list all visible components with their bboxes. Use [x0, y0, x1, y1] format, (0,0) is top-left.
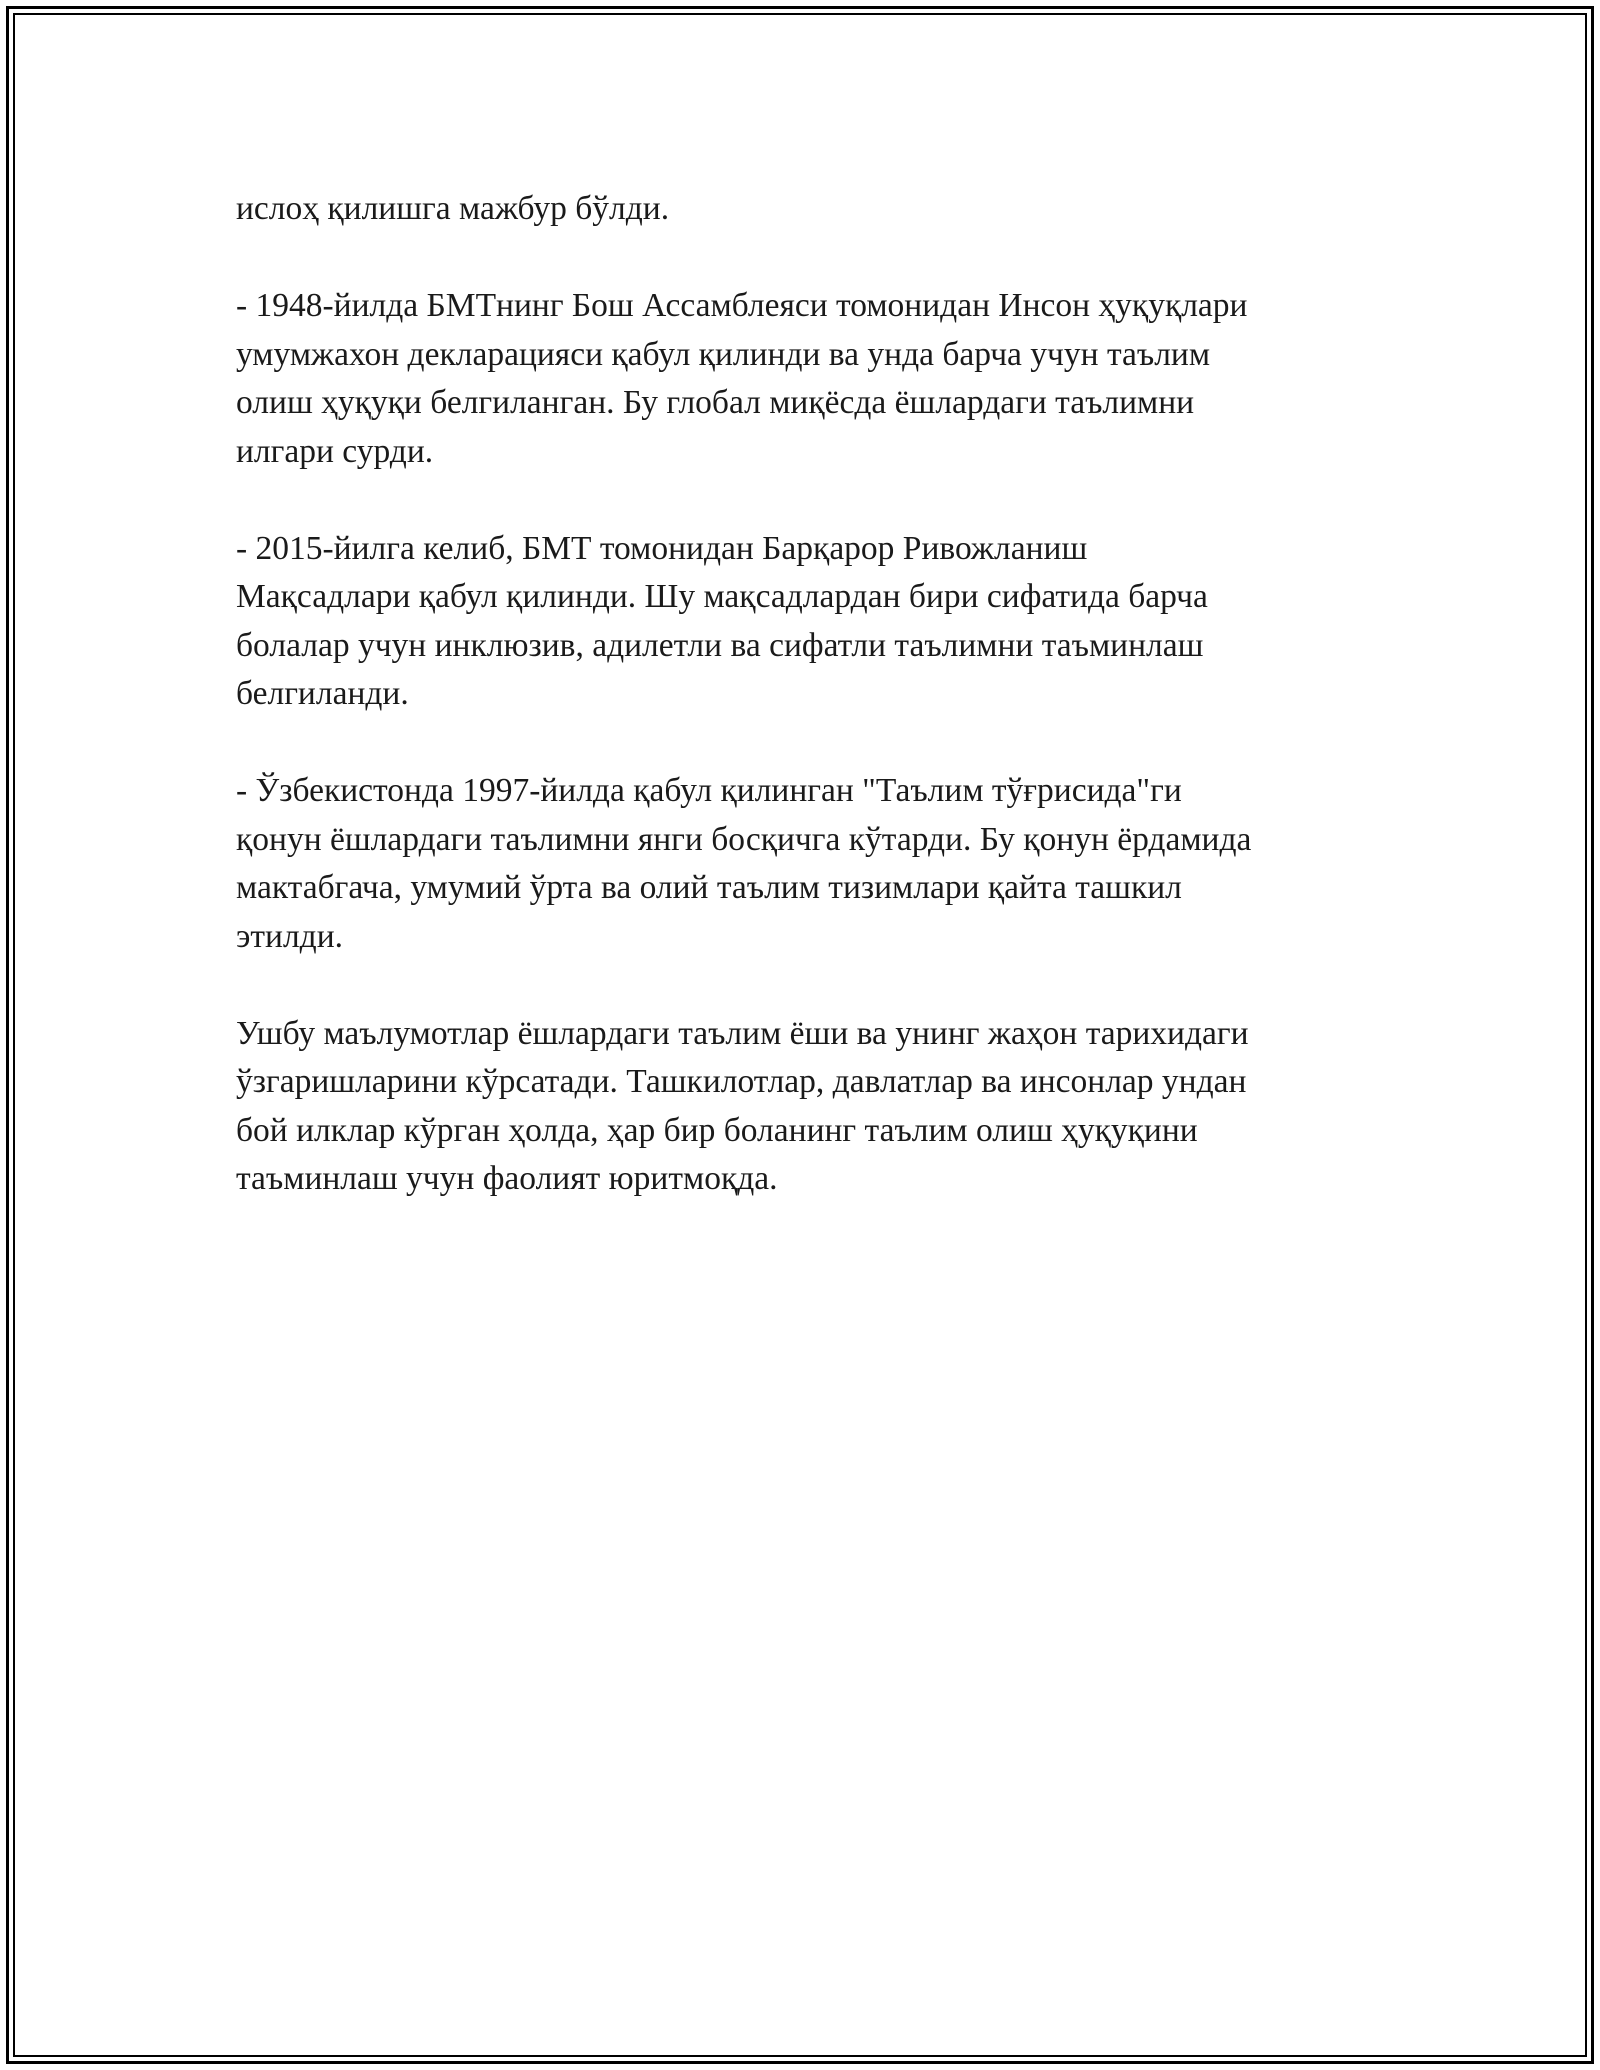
document-body	[236, 185, 1366, 1252]
paragraph-1948-declaration: - 1948-йилда БМТнинг Бош Ассамблеяси томонидан Инсон ҳуқуқлари умумжахон декларацияси қабул қилинди ва унда барча учун таълим олиш ҳуқуқи белгиланган. Бу глобал миқёсда ёшлардаги таълимни илгари сурди.	[236, 287, 1248, 470]
paragraph-conclusion: Ушбу маълумотлар ёшлардаги таълим ёши ва унинг жаҳон тарихидаги ўзгаришларини кўрсатади. Ташкилотлар, давлатлар ва инсонлар ундан бой илклар кўрган ҳолда, ҳар бир боланинг таълим олиш ҳуқуқини таъминлаш учун фаолият юритмоқда.	[236, 1014, 1249, 1197]
paragraph-2015-sdg: - 2015-йилга келиб, БМТ томонидан Барқарор Ривожланиш Мақсадлари қабул қилинди. Шу мақсадлардан бири сифатида барча болалар учун инклюзив, адилетли ва сифатли таълимни таъминлаш белгиланди.	[236, 529, 1208, 712]
paragraph-continuation: ислоҳ қилишга мажбур бўлди.	[236, 190, 670, 227]
paragraph-1997-education-law: - Ўзбекистонда 1997-йилда қабул қилинган "Таълим тўғрисида"ги қонун ёшлардаги таълимни янги босқичга кўтарди. Бу қонун ёрдамида мактабгача, умумий ўрта ва олий таълим тизимлари қайта ташкил этилди.	[236, 772, 1252, 955]
